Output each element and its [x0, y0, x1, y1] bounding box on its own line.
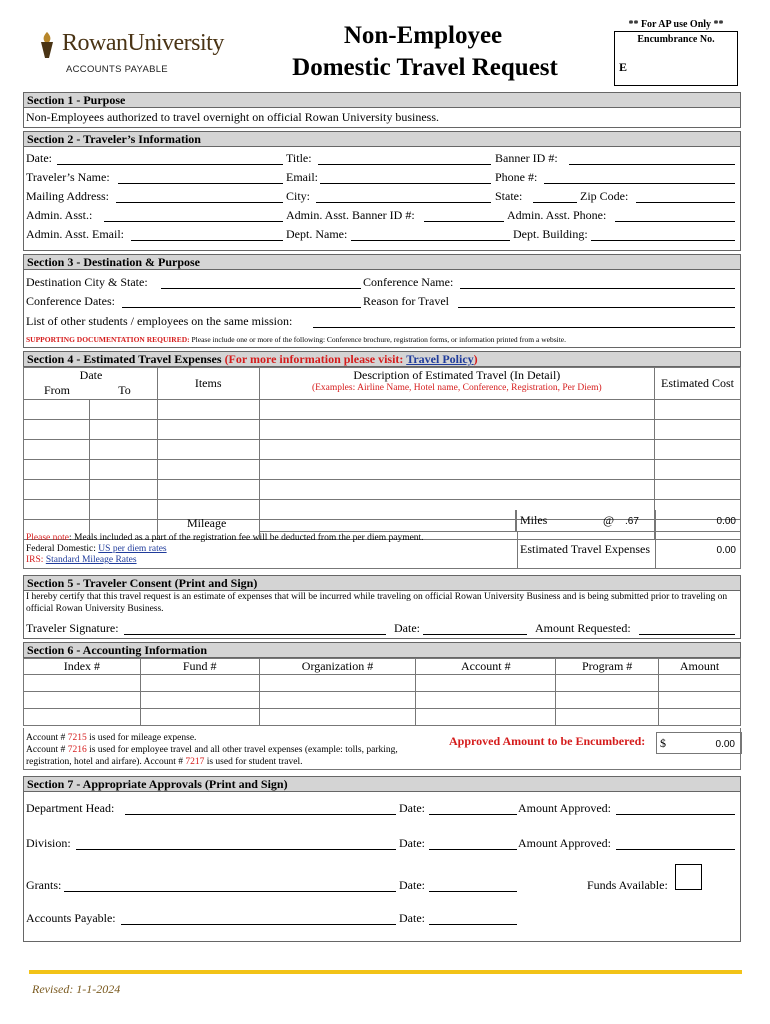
- funds-available-label: Funds Available:: [587, 878, 668, 892]
- to-header: To: [118, 383, 131, 397]
- acct3-pre: registration, hotel and airfare). Account #: [26, 757, 186, 767]
- dept-head-date-label: Date:: [399, 801, 425, 815]
- cost-cell[interactable]: [655, 400, 741, 420]
- title-label: Title:: [286, 151, 312, 165]
- section-1-text: Non-Employees authorized to travel overnight on official Rowan University business.: [26, 110, 440, 124]
- supporting-doc-required: SUPPORTING DOCUMENTATION REQUIRED:: [26, 335, 190, 344]
- from-cell[interactable]: [24, 420, 90, 440]
- conference-dates-label: Conference Dates:: [26, 294, 115, 308]
- dept-name-label: Dept. Name:: [286, 227, 348, 241]
- approved-amount-label: Approved Amount to be Encumbered:: [449, 734, 646, 748]
- from-cell[interactable]: [24, 480, 90, 500]
- acct3-post: is used for student travel.: [204, 757, 303, 767]
- to-cell[interactable]: [89, 400, 157, 420]
- logo-text: RowanUniversity: [62, 30, 224, 56]
- other-travelers-field[interactable]: [313, 315, 735, 328]
- to-cell[interactable]: [89, 480, 157, 500]
- acct1-post: is used for mileage expense.: [86, 733, 197, 743]
- section-2-body: [23, 147, 741, 251]
- accounting-row: [24, 675, 741, 692]
- state-field[interactable]: [533, 190, 577, 203]
- grants-field[interactable]: [64, 879, 396, 892]
- account-7215-note: [26, 732, 196, 744]
- mileage-total-box: [655, 510, 741, 532]
- revised-date: Revised: 1-1-2024: [32, 982, 121, 996]
- amount-cell[interactable]: [659, 675, 741, 692]
- items-cell[interactable]: [157, 480, 259, 500]
- division-date-label: Date:: [399, 836, 425, 850]
- email-label: Email:: [286, 170, 318, 184]
- cost-cell[interactable]: [655, 420, 741, 440]
- account-cell[interactable]: [416, 675, 556, 692]
- division-label: Division:: [26, 836, 71, 850]
- dept-head-amount-label: Amount Approved:: [518, 801, 611, 815]
- mileage-spacer: [259, 510, 516, 532]
- from-cell[interactable]: [24, 460, 90, 480]
- admin-phone-field[interactable]: [615, 209, 735, 222]
- consent-date-field[interactable]: [423, 622, 527, 635]
- organization-cell[interactable]: [259, 692, 416, 709]
- mileage-total: 0.00: [716, 516, 736, 527]
- acct1-pre: Account #: [26, 733, 68, 743]
- fund-cell[interactable]: [140, 692, 259, 709]
- amount-cell[interactable]: [659, 692, 741, 709]
- meals-note-text: : Meals included as a part of the registration fee will be deducted from the per diem payment.: [69, 533, 424, 543]
- to-cell[interactable]: [89, 460, 157, 480]
- items-cell[interactable]: [157, 460, 259, 480]
- admin-asst-label: Admin. Asst.:: [26, 208, 93, 222]
- section-6-header: Section 6 - Accounting Information: [23, 642, 741, 658]
- supporting-doc-text: Please include one or more of the following: Conference brochure, registration forms, or information printed from a website.: [191, 335, 566, 344]
- dept-building-label: Dept. Building:: [513, 227, 588, 241]
- description-header: [259, 368, 654, 400]
- items-cell[interactable]: [157, 420, 259, 440]
- index-cell[interactable]: [24, 692, 141, 709]
- dept-head-field[interactable]: [125, 802, 396, 815]
- dept-head-date-field[interactable]: [429, 802, 517, 815]
- est-total-label-box: [517, 532, 656, 568]
- admin-email-label: Admin. Asst. Email:: [26, 227, 125, 241]
- dept-head-amount-field[interactable]: [616, 802, 735, 815]
- description-header-text: Description of Estimated Travel (In Detail): [353, 368, 561, 382]
- zip-code-field[interactable]: [636, 190, 735, 203]
- per-diem-link[interactable]: US per diem rates: [98, 544, 167, 554]
- conference-dates-field[interactable]: [122, 295, 361, 308]
- federal-label: Federal Domestic:: [26, 544, 96, 554]
- section-3-header: Section 3 - Destination & Purpose: [23, 254, 741, 270]
- section-1-header: Section 1 - Purpose: [23, 92, 741, 108]
- expense-row: [24, 420, 741, 440]
- date-header: Date: [79, 368, 103, 382]
- admin-phone-label: Admin. Asst. Phone:: [507, 208, 607, 222]
- admin-banner-id-label: Admin. Asst. Banner ID #:: [286, 208, 415, 222]
- miles-box[interactable]: [516, 510, 655, 532]
- section-7-body: [23, 792, 741, 942]
- dept-head-label: Department Head:: [26, 801, 115, 815]
- section-3-body: [23, 270, 741, 348]
- program-cell[interactable]: [556, 675, 659, 692]
- fund-col: Fund #: [140, 659, 259, 675]
- account-cell[interactable]: [416, 709, 556, 726]
- division-date-field[interactable]: [429, 837, 517, 850]
- funds-available-checkbox[interactable]: [675, 864, 702, 890]
- section-4-title: Section 4 - Estimated Travel Expenses: [27, 352, 222, 366]
- approved-amount-value: 0.00: [715, 739, 735, 750]
- reason-field[interactable]: [458, 295, 735, 308]
- from-header: From: [43, 383, 70, 397]
- section-4-notes: [23, 532, 741, 569]
- ap-date-label: Date:: [399, 911, 425, 925]
- est-total-value: 0.00: [716, 545, 736, 556]
- footer-gold-bar: [29, 970, 742, 974]
- banner-id-field[interactable]: [569, 152, 735, 165]
- date-label: Date:: [26, 151, 52, 165]
- encumbrance-box[interactable]: [614, 31, 738, 86]
- logo-department: ACCOUNTS PAYABLE: [66, 64, 168, 75]
- section-1-body: [23, 108, 741, 128]
- traveler-signature-label: Traveler Signature:: [26, 621, 119, 635]
- supporting-doc-note: [26, 333, 566, 347]
- miles-label: Miles: [520, 513, 548, 527]
- grants-label: Grants:: [26, 878, 62, 892]
- mileage-rates-link[interactable]: Standard Mileage Rates: [45, 555, 137, 565]
- description-cell[interactable]: [259, 480, 654, 500]
- acct2-post: is used for employee travel and all other travel expenses (example: tolls, parking,: [86, 745, 398, 755]
- traveler-name-field[interactable]: [118, 171, 283, 184]
- estimated-cost-header: [655, 368, 741, 400]
- please-note-label: Please note: [26, 533, 70, 543]
- meals-note: [26, 533, 424, 544]
- cost-cell[interactable]: [655, 480, 741, 500]
- travel-policy-link[interactable]: Travel Policy: [406, 352, 474, 366]
- encumbrance-label: Encumbrance No.: [637, 34, 715, 45]
- date-field[interactable]: [57, 152, 283, 165]
- admin-banner-id-field[interactable]: [424, 209, 504, 222]
- torch-icon: [36, 30, 58, 60]
- estimated-cost-header-text: Estimated Cost: [661, 376, 734, 390]
- mailing-address-label: Mailing Address:: [26, 189, 109, 203]
- logo: [36, 30, 236, 78]
- dollar-sign: $: [660, 736, 666, 750]
- section-5-body: [23, 591, 741, 639]
- accounts-payable-label: Accounts Payable:: [26, 911, 116, 925]
- program-cell[interactable]: [556, 692, 659, 709]
- city-field[interactable]: [316, 190, 491, 203]
- accounting-row: [24, 709, 741, 726]
- description-cell[interactable]: [259, 420, 654, 440]
- email-field[interactable]: [320, 171, 491, 184]
- city-label: City:: [286, 189, 311, 203]
- section-4-header: [23, 351, 741, 367]
- description-cell[interactable]: [259, 460, 654, 480]
- account-7217-note: [26, 756, 303, 768]
- section-4-info: (For more information please visit:: [224, 352, 404, 366]
- acct2-pre: Account #: [26, 745, 68, 755]
- index-col: Index #: [24, 659, 141, 675]
- description-cell[interactable]: [259, 400, 654, 420]
- conference-name-label: Conference Name:: [363, 275, 454, 289]
- expense-row: [24, 460, 741, 480]
- items-cell[interactable]: [157, 440, 259, 460]
- from-cell[interactable]: [24, 440, 90, 460]
- date-col-header: [24, 368, 158, 400]
- section-4-close-paren: ): [473, 352, 478, 366]
- index-cell[interactable]: [24, 675, 141, 692]
- grants-date-field[interactable]: [429, 879, 517, 892]
- accounts-payable-field[interactable]: [121, 912, 396, 925]
- banner-id-label: Banner ID #:: [495, 151, 558, 165]
- acct1-num: 7215: [67, 733, 87, 743]
- program-cell[interactable]: [556, 709, 659, 726]
- irs-label: IRS:: [26, 555, 44, 565]
- section-7-header: Section 7 - Appropriate Approvals (Print and Sign): [23, 776, 741, 792]
- at-symbol: @: [603, 513, 615, 527]
- amount-requested-label: Amount Requested:: [535, 621, 631, 635]
- acct2-num: 7216: [67, 745, 87, 755]
- traveler-name-label: Traveler’s Name:: [26, 170, 110, 184]
- items-cell[interactable]: [157, 400, 259, 420]
- state-label: State:: [495, 189, 523, 203]
- title-field[interactable]: [318, 152, 491, 165]
- section-5-header: Section 5 - Traveler Consent (Print and Sign): [23, 575, 741, 591]
- mileage-rate: .67: [625, 516, 639, 527]
- expense-row: [24, 480, 741, 500]
- organization-cell[interactable]: [259, 709, 416, 726]
- mileage-label: Mileage: [187, 516, 227, 530]
- program-col: Program #: [556, 659, 659, 675]
- expense-row: [24, 440, 741, 460]
- to-cell[interactable]: [89, 420, 157, 440]
- irs-rates: [26, 555, 137, 566]
- phone-field[interactable]: [544, 171, 735, 184]
- fund-cell[interactable]: [140, 675, 259, 692]
- division-amount-field[interactable]: [616, 837, 735, 850]
- cost-cell[interactable]: [655, 440, 741, 460]
- acct3-num: 7217: [185, 757, 205, 767]
- accounting-table: [23, 658, 741, 726]
- destination-field[interactable]: [161, 276, 361, 289]
- amount-col: Amount: [659, 659, 741, 675]
- expense-row: [24, 400, 741, 420]
- section-2-header: Section 2 - Traveler’s Information: [23, 131, 741, 147]
- ap-date-field[interactable]: [429, 912, 517, 925]
- description-examples: (Examples: Airline Name, Hotel name, Conference, Registration, Per Diem): [311, 383, 602, 393]
- page-title-line1: Non-Employee: [343, 22, 503, 49]
- organization-cell[interactable]: [259, 675, 416, 692]
- consent-text: I hereby certify that this travel request is an estimate of expenses that will be incurred while traveling on official Rowan University Business and is being submitted prior to traveling on official Rowan University Business.: [26, 592, 728, 614]
- phone-label: Phone #:: [495, 170, 538, 184]
- admin-email-field[interactable]: [131, 228, 283, 241]
- items-header: [157, 368, 259, 400]
- index-cell[interactable]: [24, 709, 141, 726]
- mileage-row: [23, 510, 741, 532]
- items-header-text: Items: [194, 376, 222, 390]
- account-7216-note: [26, 744, 398, 756]
- encumbrance-prefix: E: [619, 60, 628, 74]
- from-cell[interactable]: [24, 400, 90, 420]
- organization-col: Organization #: [259, 659, 416, 675]
- account-cell[interactable]: [416, 692, 556, 709]
- cost-cell[interactable]: [655, 460, 741, 480]
- division-amount-label: Amount Approved:: [518, 836, 611, 850]
- division-field[interactable]: [76, 837, 396, 850]
- traveler-signature-field[interactable]: [124, 622, 386, 635]
- ap-use-label: ** For AP use Only **: [628, 19, 724, 30]
- mailing-address-field[interactable]: [116, 190, 283, 203]
- to-cell[interactable]: [89, 440, 157, 460]
- section-6-notes: [23, 728, 741, 770]
- page-title-line2: Domestic Travel Request: [292, 54, 558, 81]
- consent-date-label: Date:: [394, 621, 420, 635]
- destination-label: Destination City & State:: [26, 275, 148, 289]
- zip-code-label: Zip Code:: [580, 189, 629, 203]
- other-travelers-label: List of other students / employees on the same mission:: [26, 314, 293, 328]
- reason-label: Reason for Travel: [363, 294, 449, 308]
- dept-building-field[interactable]: [591, 228, 735, 241]
- est-total-label: Estimated Travel Expenses: [520, 542, 650, 556]
- description-cell[interactable]: [259, 440, 654, 460]
- conference-name-field[interactable]: [460, 276, 735, 289]
- federal-rates: [26, 544, 167, 555]
- grants-date-label: Date:: [399, 878, 425, 892]
- fund-cell[interactable]: [140, 709, 259, 726]
- amount-requested-field[interactable]: [639, 622, 735, 635]
- admin-asst-field[interactable]: [104, 209, 283, 222]
- accounting-row: [24, 692, 741, 709]
- amount-cell[interactable]: [659, 709, 741, 726]
- account-col: Account #: [416, 659, 556, 675]
- approved-amount-box[interactable]: [656, 732, 742, 754]
- dept-name-field[interactable]: [351, 228, 510, 241]
